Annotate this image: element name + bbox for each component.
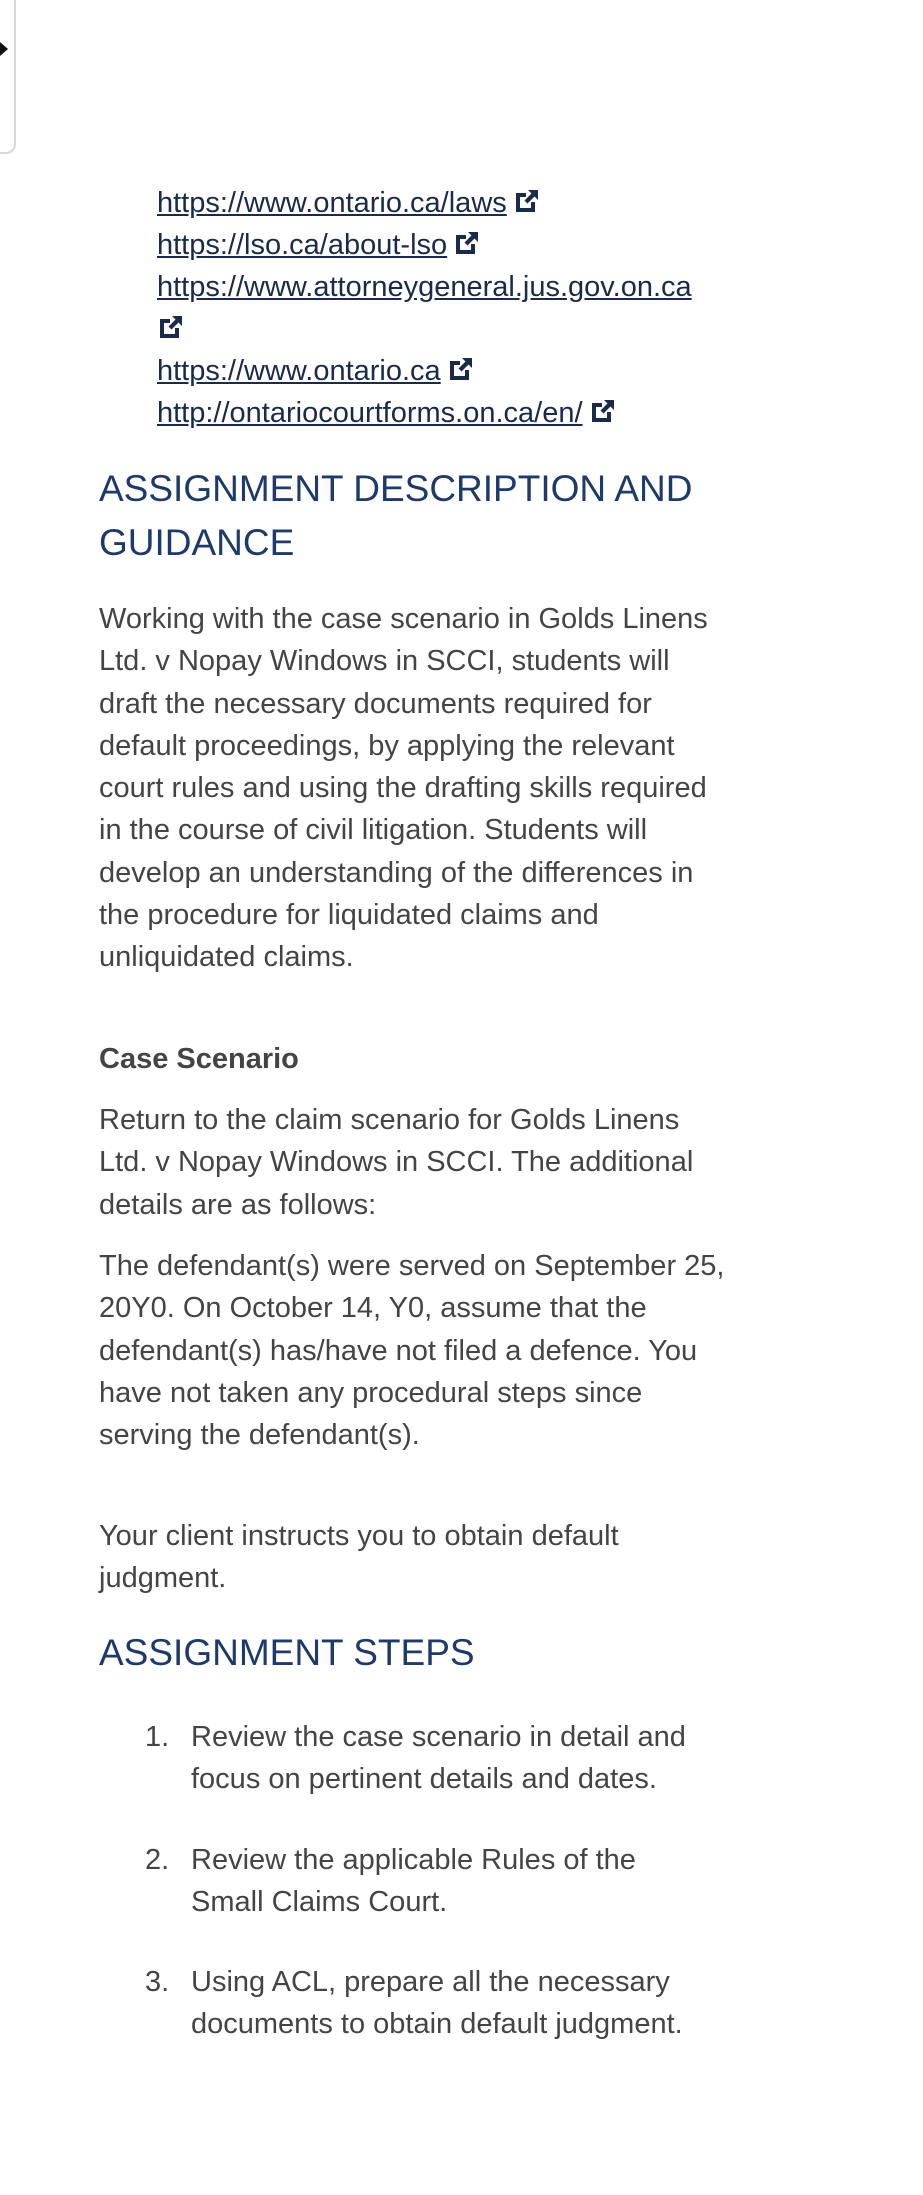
external-link-icon bbox=[447, 355, 475, 383]
step-item bbox=[99, 1716, 711, 1801]
link-item bbox=[157, 350, 692, 392]
assignment-steps-list bbox=[99, 1716, 739, 2084]
client-instructions-paragraph: Your client instructs you to obtain default judgment. bbox=[99, 1520, 619, 1595]
link-item bbox=[157, 392, 692, 434]
case-scenario-heading: Case Scenario bbox=[99, 1043, 299, 1075]
section-heading-description: ASSIGNMENT DESCRIPTION AND GUIDANCE bbox=[99, 468, 693, 563]
link-item bbox=[157, 224, 692, 266]
link-attorney-general[interactable]: https://www.attorneygeneral.jus.gov.on.ca bbox=[157, 271, 692, 303]
step-item bbox=[99, 1961, 711, 2046]
step-text: Review the case scenario in detail and focus on pertinent details and dates. bbox=[191, 1721, 686, 1796]
step-text: Review the applicable Rules of the Small Claims Court. bbox=[191, 1843, 636, 1918]
case-details-paragraph: The defendant(s) were served on September 25, 20Y0. On October 14, Y0, assume that the defendant(s) has/have not filed a defence. You have not taken any procedural steps since serving the defendant(s). bbox=[99, 1250, 725, 1452]
step-text: Using ACL, prepare all the necessary documents to obtain default judgment. bbox=[191, 1966, 683, 2041]
resource-links bbox=[157, 182, 692, 434]
chevron-right-icon bbox=[0, 42, 8, 56]
step-number: 2. bbox=[145, 1843, 170, 1876]
external-link-icon bbox=[453, 229, 481, 257]
section-heading-steps: ASSIGNMENT STEPS bbox=[99, 1632, 475, 1673]
step-item bbox=[99, 1839, 711, 1924]
link-ontario-laws[interactable]: https://www.ontario.ca/laws bbox=[157, 187, 507, 219]
external-link-icon bbox=[589, 397, 617, 425]
link-item bbox=[157, 182, 692, 224]
link-ontario[interactable]: https://www.ontario.ca bbox=[157, 355, 441, 387]
assignment-intro: Working with the case scenario in Golds Linens Ltd. v Nopay Windows in SCCI, students will draft the necessary documents required for default proceedings, by applying the relevant court rules and using the drafting skills required in the course of civil litigation. Students will develop an understanding of the differences in the procedure for liquidated claims and unliquidated claims. bbox=[99, 603, 708, 974]
external-link-icon bbox=[157, 313, 185, 341]
link-lso[interactable]: https://lso.ca/about-lso bbox=[157, 229, 448, 261]
external-link-icon bbox=[513, 187, 541, 215]
case-scenario-paragraph: Return to the claim scenario for Golds Linens Ltd. v Nopay Windows in SCCI. The additional details are as follows: bbox=[99, 1104, 694, 1221]
link-court-forms[interactable]: http://ontariocourtforms.on.ca/en/ bbox=[157, 397, 583, 429]
step-number: 3. bbox=[145, 1966, 170, 1999]
step-number: 1. bbox=[145, 1721, 170, 1753]
link-item bbox=[157, 266, 692, 350]
side-panel-toggle[interactable] bbox=[0, 0, 16, 154]
